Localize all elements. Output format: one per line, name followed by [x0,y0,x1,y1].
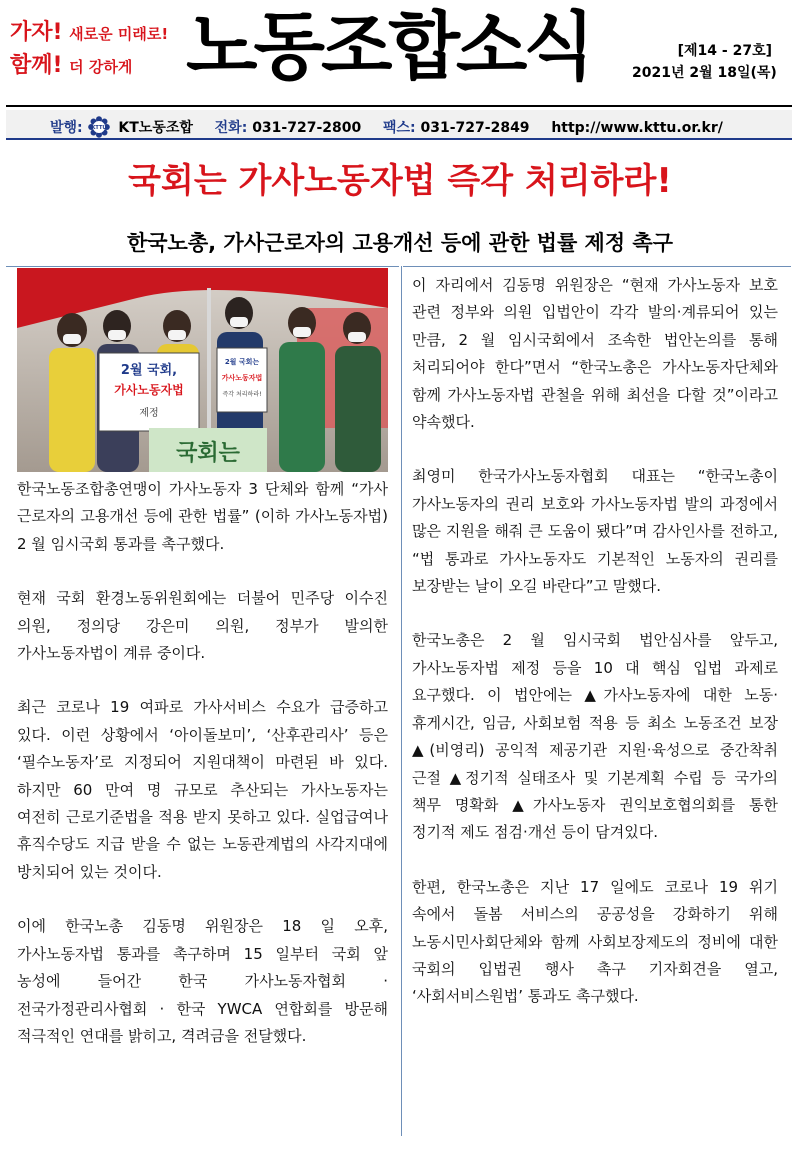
article-paragraph: 최영미 한국가사노동자협회 대표는 “한국노총이 가사노동자의 권리 보호와 가사노동자법 발의 과정에서 많은 지원을 해줘 큰 도움이 됐다”며 감사인사를 전하고, “법 통과로 가사노동자도 기본적인 노동자의 권리를 보장받는 날이 오길 바란다”고 말했다. [412,467,778,596]
sign2-line-3: 즉각 처리하라! [222,391,262,398]
sign2-line-2: 가사노동자법 [221,374,263,382]
issue-date: 2021년 2월 18일(목) [632,65,777,81]
issue-number: [제14 - 27호] [677,43,772,59]
subheadline: 한국노총, 가사근로자의 고용개선 등에 관한 법률 제정 촉구 [126,231,674,255]
article-paragraph: 한편, 한국노총은 지난 17 일에도 코로나 19 위기 속에서 돌봄 서비스의 공공성을 강화하기 위해 노동시민사회단체와 함께 사회보장제도의 정비에 대한 국회의 입법권 행사 촉구 기자회견을 열고, ‘사회서비스원법’ 통과도 촉구했다. [412,877,778,1006]
sign2-line-1: 2월 국회는 [224,358,260,366]
banner-text: 국회는 [176,441,240,466]
slogan [10,20,170,80]
publisher-info [50,116,723,138]
column-divider [401,266,402,1136]
slogan-line1-a: 가자! [10,20,63,45]
phone-label: 전화: [214,120,248,136]
sign-line-1: 2월 국회, [120,363,178,378]
rally-photo [17,268,388,472]
sign-line-3: 제정 [139,408,159,419]
article-paragraph: 한국노총은 2 월 임시국회 법안심사를 앞두고, 가사노동자법 제정 등을 10 대 핵심 입법 과제로 요구했다. 이 법안에는 ▲가사노동자에 대한 노동·휴게시간, 임금, 사회보험 적용 등 최소 노동조건 보장 ▲(비영리) 공익적 제공기관 지원·육성으로 중간착취 근절 ▲정기적 실태조사 및 기본계획 수립 등 국가의 책무 명확화 ▲가사노동자 권익보호협의회를 통한 정기적 제도 점검·개선 등이 담겨있다. [412,631,778,842]
fax-number: 031-727-2849 [420,120,530,136]
masthead-rule [6,105,792,107]
phone-number: 031-727-2800 [252,120,362,136]
article-paragraph: 이에 한국노총 김동명 위원장은 18 일 오후, 가사노동자법 통과를 촉구하며 15 일부터 국회 앞 농성에 들어간 한국 가사노동자협회 · 전국가정관리사협회 · 한국 YWCA 연합회를 방문해 적극적인 연대를 밝히고, 격려금을 전달했다. [17,917,388,1045]
publisher-name: KT노동조합 [118,120,193,136]
logo-text: KTTU [91,125,106,131]
column-rule-left [6,266,399,267]
slogan-line2-b: 더 강하게 [69,58,133,76]
issue-info [632,40,777,84]
website-link[interactable]: http://www.kttu.or.kr/ [551,120,723,136]
sign-line-2: 가사노동자법 [114,383,184,397]
rally-photo-illustration [17,268,388,472]
fax-label: 팩스: [382,120,416,136]
publisher-label: 발행: [50,120,83,136]
newsletter-title: 노동조합소식 [186,4,591,90]
headline: 국회는 가사노동자법 즉각 처리하라! [128,161,672,201]
article-paragraph: 현재 국회 환경노동위원회에는 더불어 민주당 이수진 의원, 정의당 강은미 의원, 정부가 발의한 가사노동자법이 계류 중이다. [17,589,388,663]
article-paragraph: 이 자리에서 김동명 위원장은 “현재 가사노동자 보호 관련 정부와 의원 입법안이 각각 발의·계류되어 있는 만큼, 2 월 임시국회에서 조속한 법안논의를 통해 처리되어야 한다”면서 “한국노총은 가사노동자단체와 함께 가사노동자법 관철을 위해 최선을 다할 것”이라고 약속했다. [412,276,778,432]
column-rule-right [403,266,791,267]
article-right-column [412,272,778,1038]
article-left-column [17,476,388,1077]
article-paragraph: 한국노동조합총연맹이 가사노동자 3 단체와 함께 “가사 근로자의 고용개선 등에 관한 법률” (이하 가사노동자법) 2 월 임시국회 통과를 촉구했다. [17,480,388,553]
slogan-line1-b: 새로운 미래로! [69,25,169,43]
slogan-line2-a: 함께! [10,53,63,78]
kttu-logo-icon [88,116,110,138]
article-paragraph: 최근 코로나 19 여파로 가사서비스 수요가 급증하고 있다. 이런 상황에서 ‘아이돌보미’, ‘산후관리사’ 등은 ‘필수노동자’로 지정되어 지원대책이 마련된 바 있다. 하지만 60 만여 명 규모로 추산되는 가사노동자는 여전히 근로기준법을 적용 받지 못하고 있다. 실업급여나 휴직수당도 지급 받을 수 없는 노동관계법의 사각지대에 방치되어 있는 것이다. [17,698,388,881]
